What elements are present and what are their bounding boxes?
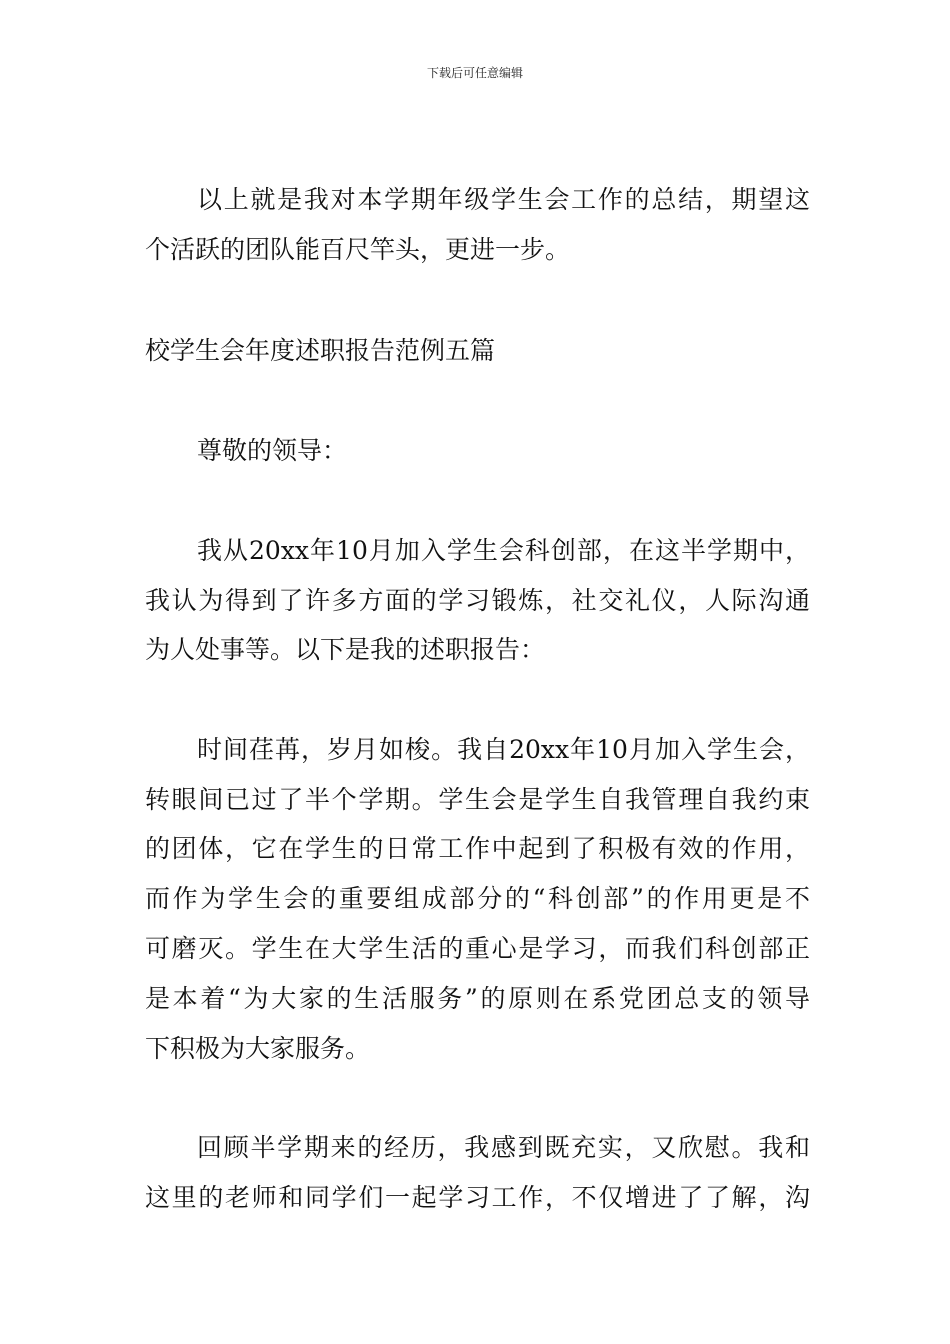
- header-note: 下载后可任意编辑: [426, 66, 523, 80]
- salutation: 尊敬的领导：: [197, 436, 348, 465]
- paragraph-3-line-1: 时间荏苒，岁月如梭。我自20xx年10月加入学生会，: [197, 735, 810, 764]
- paragraph-3-line-2: 转眼间已过了半个学期。学生会是学生自我管理自我约束: [145, 785, 810, 814]
- paragraph-1-line-2: 个活跃的团队能百尺竿头，更进一步。: [145, 235, 571, 264]
- paragraph-3-line-5: 可磨灭。学生在大学生活的重心是学习，而我们科创部正: [145, 934, 810, 963]
- paragraph-2-line-3: 为人处事等。以下是我的述职报告：: [145, 635, 546, 664]
- paragraph-3-line-4: 而作为学生会的重要组成部分的“科创部”的作用更是不: [145, 884, 810, 913]
- paragraph-4-line-1: 回顾半学期来的经历，我感到既充实，又欣慰。我和: [197, 1133, 810, 1162]
- paragraph-4-line-2: 这里的老师和同学们一起学习工作，不仅增进了了解，沟: [145, 1183, 810, 1212]
- paragraph-2-line-1: 我从20xx年10月加入学生会科创部，在这半学期中，: [197, 536, 810, 565]
- paragraph-1-line-1: 以上就是我对本学期年级学生会工作的总结，期望这: [197, 185, 810, 214]
- section-title: 校学生会年度述职报告范例五篇: [145, 336, 496, 365]
- paragraph-3-line-3: 的团体，它在学生的日常工作中起到了积极有效的作用，: [145, 834, 810, 863]
- paragraph-2-line-2: 我认为得到了许多方面的学习锻炼，社交礼仪，人际沟通: [145, 586, 810, 615]
- paragraph-3-line-6: 是本着“为大家的生活服务”的原则在系党团总支的领导: [145, 984, 810, 1013]
- paragraph-3-line-7: 下积极为大家服务。: [145, 1034, 371, 1063]
